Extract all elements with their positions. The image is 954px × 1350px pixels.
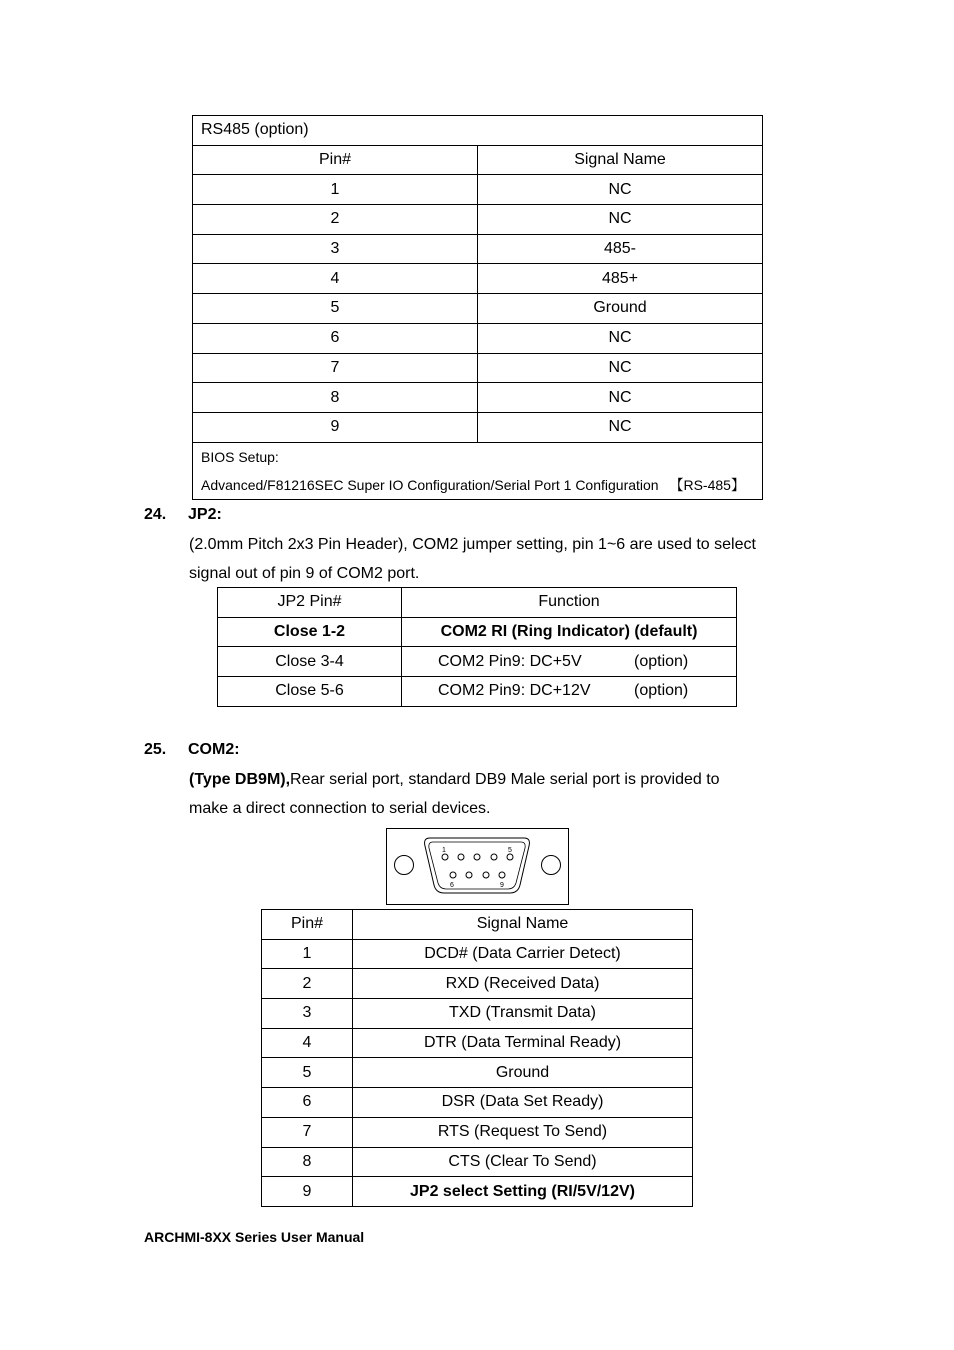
signal-cell: DSR (Data Set Ready) [353, 1088, 693, 1118]
table-header-row [218, 588, 737, 618]
signal-cell: NC [478, 383, 763, 413]
function-cell [402, 677, 737, 707]
table-row [262, 1117, 693, 1147]
function-cell: COM2 RI (Ring Indicator) (default) [402, 617, 737, 647]
description-line [189, 765, 720, 794]
option-text: (option) [634, 682, 689, 700]
jp2-setting-table [217, 587, 737, 707]
description-line: make a direct connection to serial devices. [189, 800, 491, 817]
pin-cell: 5 [193, 294, 478, 324]
section-title: COM2: [188, 741, 240, 758]
db9-connector-diagram [386, 828, 569, 905]
table-row [193, 353, 763, 383]
jumper-cell: Close 1-2 [218, 617, 402, 647]
pin-cell: 7 [193, 353, 478, 383]
pin-cell: 2 [262, 969, 353, 999]
signal-cell: 485+ [478, 264, 763, 294]
signal-cell: CTS (Clear To Send) [353, 1147, 693, 1177]
rs485-pin-table [192, 115, 763, 500]
signal-cell: NC [478, 412, 763, 442]
pin-cell: 1 [262, 939, 353, 969]
bios-setup-row [193, 442, 763, 499]
signal-cell: NC [478, 175, 763, 205]
description-text: Rear serial port, standard DB9 Male serial port is provided to [290, 771, 720, 788]
column-header: JP2 Pin# [218, 588, 402, 618]
pin-cell: 7 [262, 1117, 353, 1147]
com2-pin-table [261, 909, 693, 1207]
signal-cell: NC [478, 323, 763, 353]
pin-cell: 4 [262, 1028, 353, 1058]
jumper-cell: Close 5-6 [218, 677, 402, 707]
pin-cell: 4 [193, 264, 478, 294]
table-row [218, 617, 737, 647]
table-row [262, 1147, 693, 1177]
column-header: Pin# [262, 910, 353, 940]
signal-cell: NC [478, 205, 763, 235]
bios-setup-path: Advanced/F81216SEC Super IO Configuration/Serial Port 1 Configuration 【RS-485】 [201, 476, 745, 493]
option-text: (option) [634, 652, 689, 670]
table-title-row [193, 116, 763, 146]
pin-cell: 8 [262, 1147, 353, 1177]
signal-cell: 485- [478, 234, 763, 264]
signal-cell: TXD (Transmit Data) [353, 999, 693, 1029]
table-header-row [193, 145, 763, 175]
description-line: signal out of pin 9 of COM2 port. [189, 565, 420, 582]
table-row [262, 939, 693, 969]
table-row [193, 294, 763, 324]
signal-cell: RXD (Received Data) [353, 969, 693, 999]
table-row [218, 677, 737, 707]
signal-cell: JP2 select Setting (RI/5V/12V) [353, 1177, 693, 1207]
signal-cell: NC [478, 353, 763, 383]
bios-setup-label: BIOS Setup: [201, 448, 279, 465]
column-header: Signal Name [478, 145, 763, 175]
table-row [262, 1177, 693, 1207]
table-row [193, 205, 763, 235]
section-title: JP2: [188, 506, 222, 523]
pin-label: 9 [500, 882, 504, 889]
pin-cell: 6 [262, 1088, 353, 1118]
table-row [193, 383, 763, 413]
column-header: Function [402, 588, 737, 618]
section-description [189, 765, 720, 823]
table-title: RS485 (option) [193, 116, 763, 146]
pin-label: 6 [450, 882, 454, 889]
table-header-row [262, 910, 693, 940]
section-number: 24. [144, 506, 167, 523]
pin-cell: 8 [193, 383, 478, 413]
column-header: Signal Name [353, 910, 693, 940]
connector-type: (Type DB9M), [189, 771, 291, 788]
function-cell [402, 647, 737, 677]
table-row [193, 234, 763, 264]
column-header: Pin# [193, 145, 478, 175]
pin-cell: 3 [193, 234, 478, 264]
bios-setup-cell [193, 442, 763, 499]
pin-cell: 9 [262, 1177, 353, 1207]
pin-label: 5 [508, 847, 512, 854]
description-line: (2.0mm Pitch 2x3 Pin Header), COM2 jumper setting, pin 1~6 are used to select [189, 536, 756, 553]
pin-cell: 5 [262, 1058, 353, 1088]
signal-cell: DTR (Data Terminal Ready) [353, 1028, 693, 1058]
pin-cell: 2 [193, 205, 478, 235]
pin-cell: 9 [193, 412, 478, 442]
table-row [193, 175, 763, 205]
section-description [189, 530, 756, 588]
table-row [218, 647, 737, 677]
table-row [262, 969, 693, 999]
table-row [262, 1028, 693, 1058]
signal-cell: Ground [478, 294, 763, 324]
signal-cell: DCD# (Data Carrier Detect) [353, 939, 693, 969]
signal-cell: RTS (Request To Send) [353, 1117, 693, 1147]
pin-label: 1 [442, 847, 446, 854]
function-text: COM2 Pin9: DC+12V [438, 682, 591, 700]
function-text: COM2 Pin9: DC+5V [438, 652, 582, 670]
section-number: 25. [144, 741, 167, 758]
table-row [193, 323, 763, 353]
page-footer: ARCHMI-8XX Series User Manual [144, 1229, 365, 1245]
table-row [262, 1058, 693, 1088]
signal-cell: Ground [353, 1058, 693, 1088]
pin-cell: 1 [193, 175, 478, 205]
jumper-cell: Close 3-4 [218, 647, 402, 677]
table-row [193, 264, 763, 294]
pin-cell: 6 [193, 323, 478, 353]
table-row [262, 1088, 693, 1118]
pin-cell: 3 [262, 999, 353, 1029]
table-row [262, 999, 693, 1029]
table-row [193, 412, 763, 442]
